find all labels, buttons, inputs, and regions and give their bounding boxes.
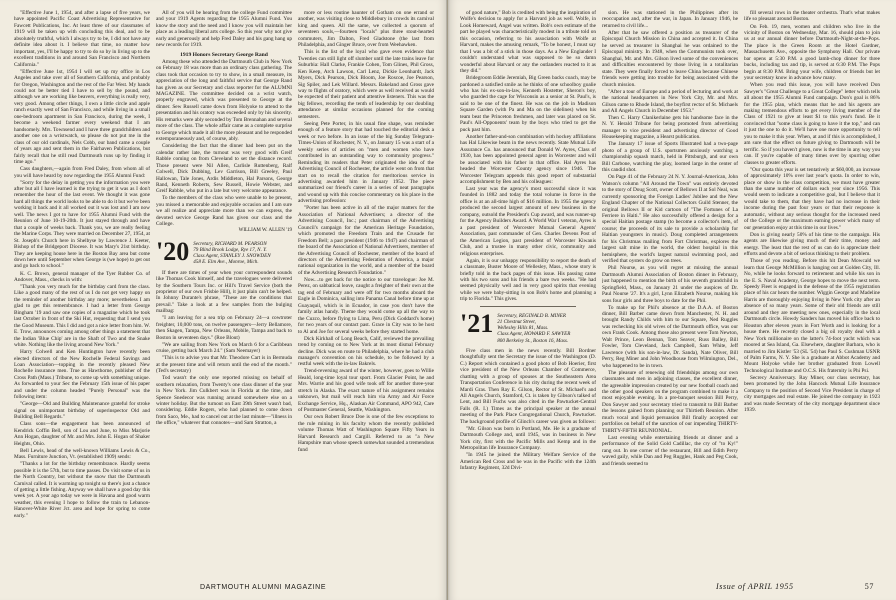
paragraph: "This is to advise you that Mr. Theodore Cart is in Bermuda at the present time and will return until the end of the month." (Ted's secretary) (156, 355, 292, 375)
paragraph: "Thanks a lot for the birthday remembrance. Hardly seems possible it is the 57th, but to time passes. Do visit some of us in the North Country, but without the snow that the Dartmouth Carnival called. It is warming up tonight so there's just a chance of getting a little fishing. Anyway we shall have a good day this week yet. A year ago today we were in Havana and good warm weather, this evening I hope to follow the train to Lebanon-Hanover-White River Jct. area and hope for spring to come early." (14, 461, 150, 519)
paragraph: Don is giving nearly 50% of his time to the campaign. His agents are likewise giving much of their time, money and energy. The least that the rest of us can do is appreciate their efforts and devote a bit of serious thinking to their problem. (744, 231, 880, 258)
gutter-shadow (446, 0, 450, 600)
paragraph: "I am leaving for a sea trip on February 24—a cowtroter freighter, 10,000 tons, on twelve passengers—Jerry Bellamore, then Skagen, Tampa, New Orleans, Mobile, Tampa and back to Boston in seventeen days." (Roe Blout) (156, 315, 292, 341)
paragraph: On Feb. 19, men, women and children who live in the vicinity of Boston on Wednesday, Mar. 16, should plan to join us at our annual dinner before Dartmouth-Night-at-the-Pops. The place is the Green Room at the Hotel Gardner, Massachusetts Ave., opposite the Symphony Hall. Our private bar opens at 5:30 P.M. a good lamb-chop dinner for three bucks, including tax and tip, is served at 6:30 P.M. The Pops begin at 8:30 P.M. Bring your wife, children or friends but let your secretary know in advance how many. (744, 23, 880, 82)
paragraph: of good nature," Bob is credited with being the inspiration of Wolfe's decision to apply for a Harvard job as well. Wolfe, in Look Homeward, Angel was written. Bob's own estimate of the part he played was characteristically modest in a tribute told on this occasion, referring to his association with Wolfe at Harvard, makes the amusing remark, "To be honest, I must say that I was a bit of a stick in those days. As a New Englander I couldn't understand what was supposed to be so damn wonderful about Harvard or any the outlanders reacted to it as they did." (460, 10, 596, 75)
paragraph: fill several rows in the theater orchestra. That's what makes life so pleasant around Boston. (744, 10, 880, 23)
paragraph: Again, it is our unhappy responsibility to report the death of a classmate, Buster Moore of Wellesley, Mass., whose story is briefly told in the back pages of this issue. His passing came with his two sons and his friends a bare two weeks. "He had seemed physically well and in very good spirits that evening while we were baby-sitting in son Bob's home and planning a trip to Florida." This gives. (460, 257, 596, 303)
paragraph: Secretary, REGINALD B. MINER (497, 312, 566, 319)
paragraph: Among these who attended the Dartmouth Club in New York on February 18 was more than an ordinary class gathering. The class took that occasion to try to show, in a small measure, its appreciation of the long and faithful service that George Rand has given as our Secretary and class reporter for the ALUMNI MAGAZINE. The committee decided on a wrist watch, properly engraved, which was presented to George at the dinner. Sew Russell came down from Holyoke to attend to the presentation and his oratory was exceeded only by his sincerity. His remarks were ably seconded by Tom Brennahan and several more of the class. The whole affair came as a complete surprise to George which made it all the more pleasant and he responded extemporaneously and, of course, ably. (156, 58, 292, 143)
divider (480, 306, 576, 307)
paragraph: Seeing Pete Porter, in his usual fine shape, was reminder enough of a feature story that had touched the editorial desk a week or two before. In an issue of the big Sunday Telegram-Times-Union of Rochester, N. Y., on January 15 was a start of a weekly series of articles on "men and women who have contributed in an outstanding way to community progress." Reminding its readers that Peter originated the idea of the Advertising Council of Rochester, the article went on from that start on to recall the citation for meritorious service in advertising awarded him in January 1952. The piece summarized our friend's career in a series of neat paragraphs and wound up with this concise commentary on his place in the advertising profession: (298, 120, 434, 205)
class-info (497, 313, 570, 344)
right-column-2 (602, 10, 738, 576)
paragraph: Tod wasn't the only one reported missing on behalf of southern relaxation, from Twenty's one class dinner of the year in New York. Jim Culkbert was in Florida at the time, and Spence Snedecor was running around somewhere else on a winter holiday. But the turnout on East 39th Street wasn't bad, considering. Eddie Rogers, who had planned to come down from Saco, Me., had to cancel out at the last minute—"illness in the office," whatever that connotes—and Sam Stratton, a (156, 375, 292, 427)
paragraph: The January 17 issue of Sports Illustrated had a two-page photo of a group of U.S. sportsmen anxiously watching a championship squash match, held in Pittsburgh, and our own Bill Carbone, watching the play, loomed large in the center of this candid shot. (602, 141, 738, 174)
paragraph: Last year was the agency's most successful since it was founded in 1882 and today the total volume in force in the office is at an all-time high of $16 million. In 1955 the agency produced the second largest amount of new business in the company, outsold the President's Cup award, and was runner-up for the Agency Builders Award. A World War I veteran, Ayres is a past president of Worcester Mutual General Agents' Association, past commander of Gen. Charles Devens Post of the American Legion, past president of Worcester Kiwanis Club, and a trustee in many other civic, community and religious enterprises. (460, 186, 596, 257)
paragraph: Our own Robert Bruce Doe is one of the few exceptions to the rule mining in his faculty whom the recently published volume Thomas Watt of Washington Square Fifty Years in Harvard Research and Cargill. Referred to as "a New Hampshire man whose speech somewhat sounded a tremendous fund (298, 414, 434, 453)
paragraph: Considering the fact that the dinner had been put on the calendar rather late, the turnout was very good with Greif Rabble coming on from Cleveland to set the distance record. Those present were Nil Allen, Carlisle Ruttenberg, Ralf Colwell, Dick Dubbing, Lev Garrison, Bill Greeley, Paul Hallowan, Tale Jones, Ardis Middleton, Hal Parsons, George Rand, Kenneth Roberts, Sew Russell, Howie Webster, and Greif Rabble, who put in a late but very welcome appearance. (156, 143, 292, 195)
paragraph: When you read this issue, you will have received Don Sawyer's "Great Challenge to a Great College" letter which tells all about the 1955 Alumni Fund campaign. Don's goal is 86% for the 1955 plan, which means that he and his agents are making tremendous efforts to get every living member of the Class of 1921 to give at least $1 to this year's fund. Be it convinced that "some class is going to have it the top," and can it just the one to do it. We'll have one more opportunity to tell you to make it this year. When, at and if this is accomplished, I am sure that the effect on future giving to Dartmouth will be terrific. So if you haven't given, now is the time in any way you can. If you're capable of many times over by spurring other classes to greater efforts. (744, 82, 880, 166)
issue-footer: Issue of APRIL 1955 (716, 582, 794, 591)
page-number: 57 (864, 582, 874, 591)
paragraph: All of you will be hearing from the college Fund committee and your 1919 Agents regarding the 1955 Alumni Fund. You know the story and the need and I know you will maintain her place as a leading liberal arts college. So this year why not give early and generously and help Fred Daley and his gang hang up new records for 1919. (156, 10, 292, 49)
paragraph: Trend-reversing award of the winter, however, goes to Willie Heald, long-time loyal tour sport. From Glacier Point, he and Mrs. Warrie and his good wife took off for another three-year stretch in Alaska. The exact nature of his assignment remains unknown, but mail will reach him via Army and Air Force Exchange Service, Hq., Alaskan Air Command, APO 942, Care of Postmaster General, Seattle, Washington. (298, 368, 434, 414)
paragraph: Wellesley Hills 81, Mass. (497, 325, 549, 332)
paragraph: Last evening while entertaining friends at dinner and a performance of the Solid Gold Cadillac, the cry of "to Ky!" rang out. In one corner of the restaurant, Bill and Edith Perry waved gaily, while Dan and Peg Ruggles, Hank and Peg Cook, and friends seemed to (602, 434, 738, 467)
paragraph: Secretary, RICHARD M. PEARSON (193, 240, 267, 247)
paragraph: "We are sailing from New York on March 6 for a Caribbean cruise, getting back March 24." (Sam Neemayer) (156, 341, 292, 355)
paragraph: Class sons—the engagement has been announced of Kendrick Coffin Bell, son of Lou and June, to Miss Marjorie Ann Hogan, daughter of Mr. and Mrs. John E. Hogan of Shaker Heights, Ohio. (14, 421, 150, 447)
paragraph: Dick Kirkhall of Long Beach, Calif, reviewed the prevailing trend by coming on to New York at its most dismal February decline. Dick was en route to Philadelphia, where he had a club manager's convention on his schedule, to be followed by a restful week with the in-law Bakrels. (298, 335, 434, 368)
paragraph: 800 Berkeley St., Boston 16, Mass. (497, 337, 569, 344)
paragraph: To make up for Phil's absence at the D.A.A. of Boston dinner, Bill Barber came down from Manchester, N. H. and brought Randy Childs with him to our Square, Ned Ruggles was rechecking his old wives of the Dartmouth office, was our own Frank Cook. Among those also present were Tom Newton, Walt Prince, Leon Bennan, Tom Seaver, Russ Balley, Bill Fowler, Tom Cleveland, Jack Campbell, Sam White, Jeff Lawrence (with his son-in-law, Dr. Sanda), Nate Oliver, Bill Perry, Reg Miner and John Woodhouse from Wilmington, Del., who happened to be in town. (602, 304, 738, 369)
paragraph: Cass daughters,—again from Fred Daley, from whom all of you will have heard by now regarding the 1955 Alumni Fund: (14, 166, 150, 179)
paragraph: "Thank you very much for the birthday card from the class. Like a good many of the rest of us I do not get very happy on the reminder of another birthday any more; nevertheless I am glad to get this remembrance. I had a letter from George Bingham '19 and saw one copies of a magazine which he took last October in front of the Ski Hut, requesting that I send you the Good Museum. This I did and got a nice letter from him. W. E. Trow, announces coming among other things a statement that the Indian 'Blue Chip' are in the Shaft of Two and the Snake white. Nothing like the living around New York." (14, 284, 150, 349)
paragraph: "Mr. Gilson was born in Portland, Me. He is a graduate of Dartmouth College and, until 1945, was in business in New York city, first with the Pacific Mills and Kemp and in the Metropolitan life Insurance Company. (460, 425, 596, 452)
paragraph: "In 1945 he joined the Military Welfare Service of the American Red Cross and he was in the Pacific with the 124th Infantry Regiment, 32d Divi- (460, 452, 596, 472)
right-column-1 (460, 10, 596, 576)
paragraph: This is the list of the loyal who gave even evidence that Twenties can still light off slumber until the late trains leave for Suburbia: Hall Clarke, Frankie Cohen, Tom Glines, Phil Gross, Ken Keep, Arch Lawson, Carl Lenz, Dickie Leonhardt, Jack Myers, Dick Pearson, Dick Bloom, Joe Roscoe, Joe Pearson, Sig Spiler, and Lek Willard. Messrs. Bakeland and Gross gave way to flights of oratory, which were as well received as would be expected of their patient and attentive listeners. This was the big fellows, recording the tenth of leadership by our doubling attendance at similar occasions planned for the coming semesters. (298, 49, 434, 120)
paragraph: Secrecy Anniversary. Ray Miner, our class secretary, has been promoted by the John Hancock Mutual Life Insurance Company to the position of Second Vice President in charge of city mortgages and real estate. He joined the company in 1923 and was made Secretary of the city mortgage department since 1939. (744, 374, 880, 414)
magazine-footer: DARTMOUTH ALUMNI MAGAZINE (200, 584, 327, 591)
paragraph: "Sorry for the delay in getting you the information you were after but all I have learned is the trying to get it was as I don't remember the hour of the last event. We thought it was gone hard all things the world looks to be able to do it but we've been working it back and it all worked out it was lost and I am now well. The news I got to have for 1955 Alumni Fund with the Reunion of June 10-19-20th. It just stayed through and have that a couple of weeks back. Thank you, we are really feeling the Marine Corps. They were married on December 27, 1954, at St. Joseph's Church here in Shelbyse by Lawrence J. Keeter, Bishop of the Bridgeport Diocese. It was Mary's 21st birthday. They are keeping house here in the Boston Bay area but come down here until September when George is (we hope) to get out and go back to school." (14, 179, 150, 270)
paragraph: Bell Lewis, head of the well-known Williams Lewis & Co., Mass. Furniture Junction, Vt. (established 1909) sends: (14, 447, 150, 461)
signature: WILLIAM W. ALLEN '19 (238, 228, 292, 234)
paragraph: The pleasure of renewing old friendships among our own classmates and men in adjoining classes, the excellent dinner, the agreeable impression created by our new football coach and the other good speakers on the program combined to make it a most enjoyable evening. In a pre-banquet session Bill Perry, Don Sawyer and your secretary tried to transmit to Bill Barber the lessons gained from planning our Thirtieth Reunion. After much vocal and liquid persuasion Bill finally accepted our portfolios on behalf of the sanction of our impending THIRTY-THIRTY-FIFTH REUNIONIAL. (602, 369, 738, 434)
paragraph: "After a tour of Europe and a period of lecturing and work at the national headquarters in New York City, Mr. and Mrs. Gilson came to Rhode Island, the boyfirst rector of St. Michaels and All Angels Church in December 1953." (602, 88, 738, 114)
left-column-2 (156, 10, 292, 576)
paragraph: Class Agent, HOWARD F. SAWYER (497, 331, 571, 338)
class-number: '21 (460, 308, 494, 338)
left-column-1 (14, 10, 150, 576)
paragraph: "Our quota this year is set tentatively at $60,000, an increase of approximately 10% over last year's quota. In order to win, place or show in the class competition, we must have greater than the same number of dollars each year since 1956. This would seem to indicate a competitive goal, but I believe that it would take to them, that they have had no increase in their income during the past four years or that their response is automatic, without any serious thought for the increased need of the College or the maximum earning power which many of our generation enjoy at this time in our lives." (744, 166, 880, 231)
paragraph: Phil Nourse, as you will regret at missing the annual Dartmouth Alumni Association of Boston dinner in February, just happened to mention the birth of his seventh grandchild in Springfield, Mass., on January 21 under the auspices of Dr. Paul Nourse '27. It's a girl, Lynn Elizabeth Nourse, making his sons four girls and three boys to date for the Phil. (602, 265, 738, 304)
paragraph: K. C. Brown, general manager of the Tyer Rubber Co. of Andover, Mass., checks in with: (14, 270, 150, 283)
paragraph: Five class men in the news recently. Bill Bordner thoughtfully sent the Secretary the issue of the Washington (D. C.) Report which contained a good photo of Bob Hoerier, first vice president of the New Orleans Chamber of Commerce, chatting with a group of spouses at the Southeastern Area Transportation Conference in his city during the recent week of Mardi Gras. Then Ray E. Gilson, Rector of St. Michael's and All Angels Church, Stamford, Ct. is taken by Gibson's talked of Lent, and Bill Fuchs was also cited in the Pawtucket-Central Falls (R. I.) Times as the principal speaker at the annual meeting of the Park Place Congregational Church, Pawtucket. The background profile of Glinch's career was given as follows: (460, 347, 596, 425)
section-heading: 1919 Honors Secretary George Rand (180, 51, 268, 58)
paragraph: Bridegroom Eddie Jeremiah, Big Green backs coach, may be pardoned a satisfied smile as he thinks of one schoolboy goalie who has his ex-son-in-law, Kenneth Hostetter, Sheron's boy, who guarded the cage for Wisconsin as a senior at St. Paul's, is said to be one of the finest. He was on the job in Madison Square Garden (with Pa and Ma on the sidelines) when his team beat the Princeton freshmen, and later was placed on St. Paul's All-Opponents' team by the boys who tried to get the puck past him. (460, 75, 596, 133)
paragraph: To the members of the class who were unable to be present, you missed a memorable and enjoyable occasion and I am sure we all realize and appreciate more than we can express, the devoted service George Rand has given our class and the College. (156, 195, 292, 228)
right-column-3 (744, 10, 880, 576)
right-page (448, 0, 896, 600)
paragraph: more or less routine haunter of Gotham on one errand or another, was visiting close to Middlebury in crowds its carnival king and queen. All the same, we collected a quorum of seventeen souls,—fourteen "locals" plus three stout-hearted commuters, Jim Dalton, Fred Gladstone (the last from Philadelphia, and Ginger Bruce, over from Weehawken. (298, 10, 434, 49)
class-block-1920 (156, 236, 292, 266)
paragraph: 21 Chestnut Street, (497, 318, 536, 325)
paragraph: After that he saw offered a position as treasurer of the Episcopal Church Mission in China and accepted it. In China he served as treasurer in Shanghai he was ordained to the Episcopal ministry. In 1948, when the Communists took over, Shanghai, Mr. and Mrs. Gilson lived some of the conveniences and difficulties encountered by those living in a totalitarian state. They were finally forced to leave China because Chinese friends were getting into trouble for being associated with the church mission. (602, 29, 738, 88)
paragraph: sion. He was stationed in the Philippines after its reoccupation and, after the war, in Japan. In January 1946, he returned to civil life... (602, 10, 738, 29)
paragraph: On Page 41 of the February 24 N. Y. Journal-American, John Watson's column "All Around the Town" was entirely devoted to the story of Doug Scott, owner of Bellows II at Sol Neal, was currently sponsoring the Foreign Ladies' Jubilee and the New England Chapter of the National Collectors Guild Stenner, the original Bellows II or Kid cartoon of "The Fortunes of La Ferriere in Haiti." He also successfully offered a design for a special Haitian postage stamp (to become a collector's item, of course; the proceeds of its sale to provide a scholarship for Haitian youngsters in music). Doug completed arrangements for his Christmas mailing from Fort Christmas, explores the largest salt mine in the world, the oldest hospital in this hemisphere, the world's largest natural swimming pool, and verified that oysters do grow on trees. (602, 174, 738, 265)
paragraph: "Effective June 1, 1954, and after a lapse of five years, we have appointed Pacific Coast Advertising Representative for Fawcett Publications, Inc. At least three of our classmates of 1919 will be taken up with concluding this deal, and to be absolutely truthful, which I always try to be, I did not have any definite idea about it. I believe that time, no matter how important, yes, I'll be happy to try to do so by in living up to the excellent traditions in and around San Francisco and Northern California." (14, 10, 150, 68)
paragraph: Class Agent, STANLEY J. SNOWDEN (193, 253, 271, 260)
left-column-3 (298, 10, 434, 576)
class-number: '20 (156, 236, 190, 266)
class-block-1921 (460, 308, 596, 344)
paragraph: Then C. Harry Clanikerlaine gets his handsome face in the N. Y. Herald Tribune for being promoted from advertising manager to vice president and advertising director of Good Housekeeping magazine, a Hearst publication. (602, 115, 738, 141)
paragraph: "Porter has been active in all of the major matters for the Association of National Advertisers; a director of the Advertising Council, Inc.; past chairman of the Advertising Council's campaign for the American Heritage Foundation, which promoted the Freedom Train and the Crusade for Freedom Bell; a past president (1946 to 1947) and chairman of the board of the Association of National Advertisers, member of the Advertising Council of Rochester, member of the board of directors of the Advertising Federation of America, a major national organization in the world, and a member of the board of the Advertising Research Foundation." (298, 205, 434, 276)
paragraph: Those of you reading. Before this hit Dean Mowcald we learn that George McMillion is hanging out at Golden City, Ill. No, while he looks forward to retirement and while his son in the E. S. Naval Academy, George hopes to move the next term. Speedy Fleet is engaged in the defense of the 1955 registration place of his car hears the number. Wiggin George and Madeline Harris are thoroughly enjoying living in New York city after an absence of so many years. Some of their old friends are still around and they are meeting new ones, especially in the local Dartmouth circle. Howdy Sanders has moved his office back to Houston after eleven years in Fort Worth and is looking for a house there. He recently closed a big oil royalty deal with a New York millionaire on the latter's 74-foot yacht which was moored at Sea Island, Ga. Elsewhere, daughter Barbara, who is married to Jim Kistler '53 (SL '54) has Paul S. Cushman USNR of Palm Farms, N. Y. She is a graduate at Abbot Academy and Mount Holyoke while her brother graduated from Lowell Technological Institute and O.C.S. His fraternity is Phi Psi. (744, 258, 880, 374)
paragraph: Now....to get back for the notice to our travelogue: Joe M. Perez, on sabbatical leave, caught a freighter of their own at the tag end of February and were off for two months aboard the Eagle in Dominica, sailing into Panama Canal before time up at Guayaquil, which is in Ecuador, in case you don't have the family atlas handy. Theme they would come up all the way to the Cuzco, before flying to Lima, Peru (Dick Goddard's home) for two years of our contact past. Grace in City was to be host to Al and Joe for several weeks before they started home. (298, 276, 434, 335)
paragraph: Harry Colwell and Ken Huntington have recently been elected directors of the New Rochelle Federal Savings and Loan Association—topping in the recently pleased New Rochelle insurance men. True as Hawthorne, publisher of the Cross Path (Mass.) Tribune, to come up with something unique. As forwarded to your Sec the February 15th issue of his paper and under the column headed "Purely Personal" was the following item: (14, 349, 150, 401)
paragraph: "Effective June 1st, 1954 I will set up my office in Los Angeles and take over all of Southern California, and probably for Oregon, Washington and the rest of the Far West. My hands could not be better tied I have to sell by the pound, and although we are working like beavers, everything is really very, very good. Among other things, I own a little circle and apple ranch exactly west of San Francisco, and while living in a small one-bedroom apartment in San Francisco, during the week, I become a weekend farmer every weekend that I am handsomely. Mrs. Townsend and I have three grandchildren and another one on a wristwatch, so please do not put me in the class of our old cardinals, Nels Cobb, our band came a couple of years ago and sent them in the Fairhaven Publications, but fairly recall that he still read Dartmouth runs up by finding it time ago." (14, 68, 150, 166)
paragraph: 79 Blind Brook Lodge, Rye 17, N. Y. (193, 246, 267, 253)
paragraph: 458 E. Elm Ave., Monroe, Mich. (193, 259, 259, 266)
class-info (193, 241, 270, 266)
paragraph: If there are times of year when your correspondent sounds like Thomas Cook himself, and the travelogues were delivered by the Southern Tours Inc. or Hill's Travel Service (both the proprietor of our own Frisbie Hill), it just plain can't be helped. In Johnny Durante's phrase, "These are the conditions that prevail." Take a look at a few samples from the bulging mailbag: (156, 269, 292, 315)
paragraph: Another father-and-son combination with hockey affiliations has Hal Likewise beam in the news recently. State Mutual Life Assurance Co. has announced that Donald W. Ayres, Class of 1930, has been appointed general agent in Worcester and will be associated with his father in that office. Hal Ayres has headed the Worcester County agency since 1946. The Worcester Telegram appends this good report of substantial accomplishment by Ben and his colleagues: (460, 133, 596, 185)
paragraph: "George—Old and Building Maintenance grateful for stroke signal on unimportant birthday of superinspector Old and Building Bell Regards." (14, 401, 150, 421)
